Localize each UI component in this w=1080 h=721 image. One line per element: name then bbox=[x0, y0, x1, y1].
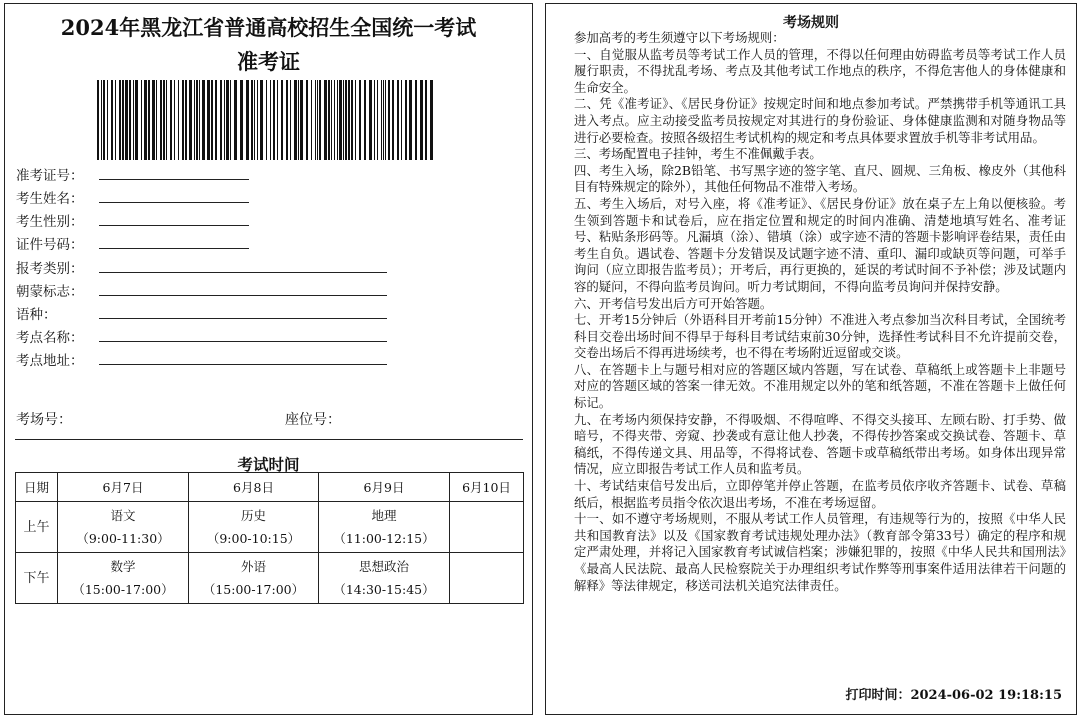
barcode-image bbox=[97, 80, 435, 160]
rule-item: 三、考场配置电子挂钟，考生不准佩戴手表。 bbox=[574, 146, 822, 162]
session-cell bbox=[58, 502, 189, 553]
session-cell bbox=[319, 553, 450, 604]
rule-item: 十一、如不遵守考场规则，不服从考试工作人员管理，有违规等行为的，按照《中华人民共和国教育法》以及《国家教育考试违规处理办法》（教育部令第33号）确定的程序和规定严肃处理，并将记入国家教育考试诚信档案；涉嫌犯罪的，按照《中华人民共和国刑法》《最高人民法院、最高人民检察院关于办理组织考试作弊等刑事案件适用法律若干问题的解释》等法律规定，移送司法机关追究法律责任。 bbox=[574, 511, 1066, 593]
rule-item: 四、考生入场，除2B铅笔、书写黑字迹的签字笔、直尺、圆规、三角板、橡皮外（其他科目有特殊规定的除外），其他任何物品不准带入考场。 bbox=[574, 162, 1066, 195]
category-label: 报考类别： bbox=[16, 261, 84, 277]
session-time: （15:00-17:00） bbox=[202, 582, 305, 597]
rule-item: 七、开考15分钟后（外语科目开考前15分钟）不准进入考点参加当次科目考试，全国统考科目交卷出场时间不得早于每科目考试结束前30分钟，选择性考试科目不允许提前交卷，交卷出场后不得再进场续考，也不得在考场附近逗留或交谈。 bbox=[574, 312, 1066, 361]
subject-name: 数学 bbox=[110, 559, 136, 574]
session-cell bbox=[189, 502, 319, 553]
rule-item: 二、凭《准考证》、《居民身份证》按规定时间和地点参加考试。严禁携带手机等通讯工具进入考点。应主动接受监考员按规定对其进行的身份验证、身体健康监测和对随身物品等进行必要检查。按照各级招生考试机构的规定和考点具体要求置放手机等非考试用品。 bbox=[574, 96, 1066, 145]
rules-body bbox=[574, 30, 1066, 594]
table-header-row bbox=[16, 473, 524, 502]
table-row bbox=[16, 502, 524, 553]
exam-site-address-label: 考点地址： bbox=[16, 353, 84, 369]
exam-title: 2024年黑龙江省普通高校招生全国统一考试 bbox=[60, 15, 477, 40]
rules-intro: 参加高考的考生须遵守以下考场规则： bbox=[574, 30, 785, 45]
rule-item: 六、开考信号发出后方可开始答题。 bbox=[574, 295, 773, 311]
print-time: 打印时间：2024-06-02 19:18:15 bbox=[845, 688, 1062, 703]
ethnic-mark-label: 朝蒙标志： bbox=[16, 284, 84, 300]
ticket-title: 准考证 bbox=[237, 49, 300, 74]
ethnic-mark-line bbox=[99, 295, 387, 296]
header-cell: 日期 bbox=[16, 473, 58, 502]
rule-item: 一、自觉服从监考员等考试工作人员的管理，不得以任何理由妨碍监考员等考试工作人员履行职责，不得扰乱考场、考点及其他考试工作地点的秩序，不得危害他人的身体健康和生命安全。 bbox=[574, 46, 1066, 95]
session-cell bbox=[450, 502, 524, 553]
gender-label: 考生性别： bbox=[16, 214, 84, 230]
gender-line bbox=[99, 225, 249, 226]
header-cell: 6月7日 bbox=[58, 473, 189, 502]
rules-title: 考场规则 bbox=[783, 15, 839, 31]
exam-rules-panel bbox=[545, 3, 1077, 715]
room-number-label: 考场号： bbox=[16, 412, 72, 428]
id-number-line bbox=[99, 248, 249, 249]
rule-item: 八、在答题卡上与题号相对应的答题区域内答题，写在试卷、草稿纸上或答题卡上非题号对应的答题区域的答案一律无效。不准用规定以外的笔和纸答题，不准在答题卡上做任何标记。 bbox=[574, 361, 1066, 411]
schedule-table bbox=[15, 472, 524, 604]
rule-item: 十、考试结束信号发出后，立即停笔并停止答题，在监考员依序收齐答题卡、试卷、草稿纸后，根据监考员指令依次退出考场，不准在考场逗留。 bbox=[574, 478, 1066, 510]
schedule-title: 考试时间 bbox=[237, 455, 300, 474]
ticket-number-line bbox=[99, 179, 249, 180]
exam-site-name-line bbox=[99, 341, 387, 342]
language-label: 语种： bbox=[16, 307, 57, 323]
header-cell: 6月8日 bbox=[189, 473, 319, 502]
session-cell bbox=[319, 502, 450, 553]
table-row bbox=[16, 553, 524, 604]
subject-name: 思想政治 bbox=[358, 559, 409, 574]
seat-number-label: 座位号： bbox=[285, 412, 341, 428]
period-cell: 下午 bbox=[16, 553, 58, 604]
rule-item: 九、在考场内须保持安静，不得吸烟、不得喧哗、不得交头接耳、左顾右盼、打手势、做暗号，不得夹带、旁窥、抄袭或有意让他人抄袭，不得传抄答案或交换试卷、答题卡、草稿纸，不得传递文具、用品等，不得将试卷、答题卡或草稿纸带出考场。如身体出现异常情况，应立即报告考试工作人员和监考员。 bbox=[574, 411, 1066, 477]
id-number-label: 证件号码： bbox=[16, 237, 84, 253]
session-cell bbox=[58, 553, 189, 604]
ticket-number-label: 准考证号： bbox=[16, 168, 84, 184]
session-cell bbox=[189, 553, 319, 604]
name-line bbox=[99, 202, 249, 203]
divider bbox=[15, 439, 523, 440]
language-line bbox=[99, 318, 387, 319]
name-label: 考生姓名： bbox=[16, 191, 84, 207]
subject-name: 外语 bbox=[240, 559, 266, 574]
session-time: （15:00-17:00） bbox=[72, 582, 174, 597]
subject-name: 历史 bbox=[240, 508, 266, 523]
session-time: （14:30-15:45） bbox=[333, 582, 435, 597]
category-line bbox=[99, 272, 387, 273]
session-time: （11:00-12:15） bbox=[333, 531, 435, 546]
header-cell: 6月10日 bbox=[450, 473, 524, 502]
period-cell: 上午 bbox=[16, 502, 58, 553]
session-time: （9:00-11:30） bbox=[76, 531, 170, 546]
subject-name: 语文 bbox=[110, 508, 136, 523]
exam-site-address-line bbox=[99, 364, 387, 365]
subject-name: 地理 bbox=[371, 508, 397, 523]
admission-ticket-panel bbox=[4, 3, 533, 715]
session-time: （9:00-10:15） bbox=[206, 531, 301, 546]
session-cell bbox=[450, 553, 524, 604]
rule-item: 五、考生入场后，对号入座，将《准考证》、《居民身份证》放在桌子左上角以便核验。考生领到答题卡和试卷后，应在指定位置和规定的时间内准确、清楚地填写姓名、准考证号、粘贴条形码等。凡漏填（涂）、错填（涂）或字迹不清的答题卡影响评卷结果，责任由考生自负。遇试卷、答题卡分发错误及试题字迹不清、重印、漏印或缺页等问题，可举手询问（应立即报告监考员）；开考后，再行更换的，延误的考试时间不予补偿；涉及试题内容的疑问，不得向监考员询问。听力考试期间，不得向监考员询问并保持安静。 bbox=[574, 195, 1066, 294]
exam-site-name-label: 考点名称： bbox=[16, 330, 84, 346]
header-cell: 6月9日 bbox=[319, 473, 450, 502]
